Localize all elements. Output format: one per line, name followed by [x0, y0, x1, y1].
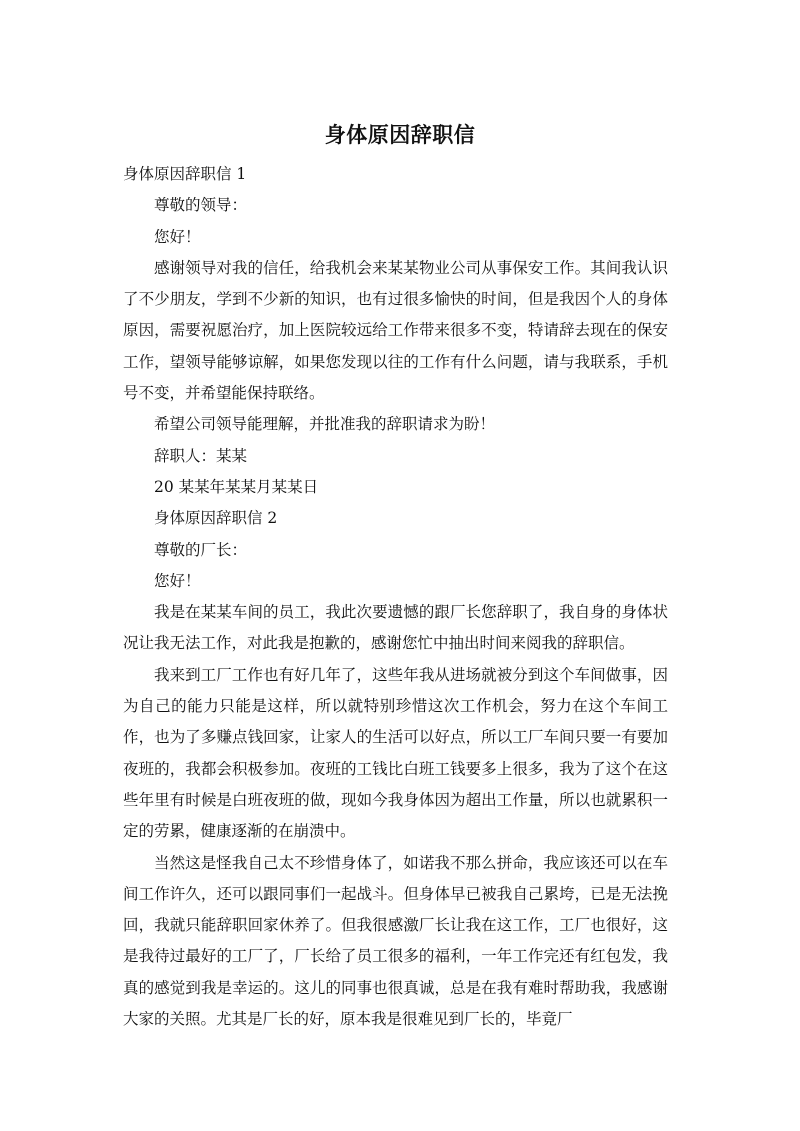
paragraph: 您好！	[154, 571, 201, 590]
paragraph: 尊敬的领导：	[154, 196, 248, 215]
paragraph: 辞职人：某某	[154, 446, 248, 465]
paragraph: 我来到工厂工作也有好几年了，这些年我从进场就被分到这个车间做事，因为自己的能力只能是这样，所以就特别珍惜这次工作机会，努力在这个车间工作，也为了多赚点钱回家，让家人的生活可以好点，所以工厂车间只要一有要加夜班的，我都会积极参加。夜班的工钱比白班工钱要多上很多，我为了这个在这些年里有时候是白班夜班的做，现如今我身体因为超出工作量，所以也就累积一定的劳累，健康逐渐的在崩溃中。	[123, 665, 668, 841]
paragraph: 当然这是怪我自己太不珍惜身体了，如诺我不那么拼命，我应该还可以在车间工作许久，还可以跟同事们一起战斗。但身体早已被我自己累垮，已是无法挽回，我就只能辞职回家休养了。但我很感激厂长让我在这工作，工厂也很好，这是我待过最好的工厂了，厂长给了员工很多的福利，一年工作完还有红包发，我真的感觉到我是幸运的。这儿的同事也很真诚，总是在我有难时帮助我，我感谢大家的关照。尤其是厂长的好，原本我是很难见到厂长的，毕竟厂	[123, 853, 668, 1029]
paragraph: 我是在某某车间的员工，我此次要遗憾的跟厂长您辞职了，我自身的身体状况让我无法工作，对此我是抱歉的，感谢您忙中抽出时间来阅我的辞职信。	[123, 603, 668, 653]
document-body	[123, 159, 668, 1035]
paragraph: 身体原因辞职信 2	[154, 509, 278, 528]
paragraph: 您好！	[154, 227, 201, 246]
paragraph: 尊敬的厂长：	[154, 540, 248, 559]
document-title: 身体原因辞职信	[324, 123, 476, 147]
paragraph: 20 某某年某某月某某日	[154, 477, 319, 496]
paragraph: 希望公司领导能理解，并批准我的辞职请求为盼！	[154, 415, 496, 434]
paragraph: 感谢领导对我的信任，给我机会来某某物业公司从事保安工作。其间我认识了不少朋友，学到不少新的知识，也有过很多愉快的时间，但是我因个人的身体原因，需要祝愿治疗，加上医院较远给工作带来很多不变，特请辞去现在的保安工作，望领导能够谅解，如果您发现以往的工作有什么问题，请与我联系，手机号不变，并希望能保持联络。	[123, 258, 668, 403]
paragraph: 身体原因辞职信 1	[123, 165, 247, 183]
